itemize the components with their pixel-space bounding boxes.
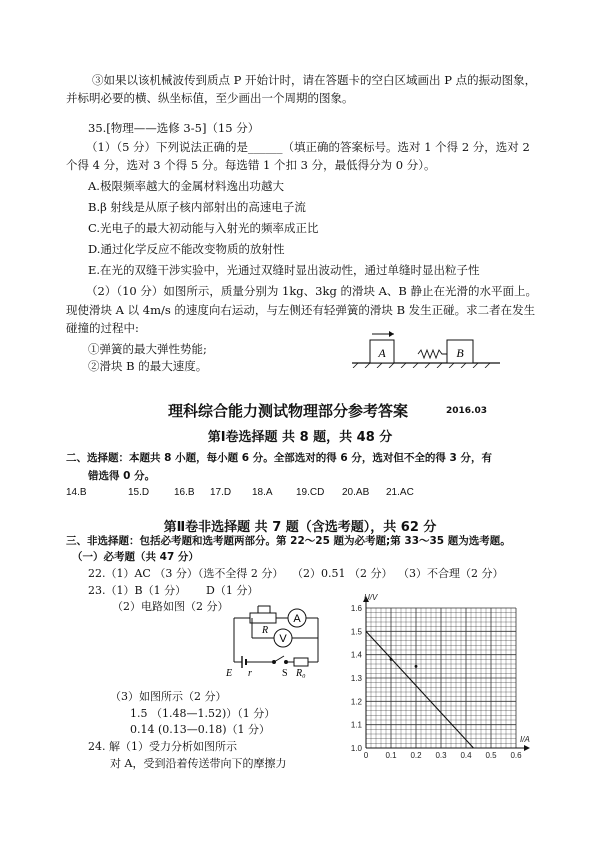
q22-answer-1: 22.（1）AC （3 分）（选不全得 2 分） bbox=[88, 567, 284, 580]
circuit-diagram bbox=[222, 598, 332, 680]
section3-line1: 三、非选择题：包括必考题和选考题两部分。第 22～25 题为必考题;第 33～35 题为选考题。 bbox=[66, 535, 511, 547]
answers-date: 2016.03 bbox=[446, 406, 487, 416]
mc-answer: 15.D bbox=[128, 487, 150, 498]
q35-option-e: E.在光的双缝干涉实验中，光通过双缝时显出波动性，通过单缝时显出粒子性 bbox=[88, 263, 480, 277]
fit-line bbox=[366, 631, 474, 748]
q35-part2-line1: （2）（10 分）如图所示，质量分别为 1kg、3kg 的滑块 A、B 静止在光滑的水平面上。 bbox=[86, 284, 538, 298]
x-tick-label: 0.3 bbox=[435, 751, 447, 760]
q22-answer-3: （3）不合理（2 分） bbox=[398, 567, 504, 580]
label-s: S bbox=[282, 668, 288, 679]
q23-answer-4: 1.5 （1.48—1.52)）（1 分） bbox=[130, 707, 276, 720]
q22-answer-2: （2）0.51 （2 分） bbox=[292, 567, 393, 580]
mc-answer: 17.D bbox=[210, 487, 232, 498]
label-r-internal: r bbox=[248, 668, 252, 679]
label-e: E bbox=[226, 668, 233, 679]
part1-title: 第Ⅰ卷选择题 共 8 题，共 48 分 bbox=[207, 430, 393, 445]
label-ammeter: A bbox=[293, 613, 301, 625]
q23-answer-2: （2）电路如图（2 分） bbox=[112, 600, 229, 613]
x-tick-label: 0.5 bbox=[485, 751, 497, 760]
resistor-r0 bbox=[294, 658, 308, 666]
y-tick-label: 1.2 bbox=[350, 697, 362, 707]
x-axis-arrow-icon bbox=[524, 745, 530, 751]
blocks-diagram bbox=[350, 328, 502, 368]
q35-part1-line2: 个得 4 分，选对 3 个得 5 分。每选错 1 个扣 3 分，最低得分为 0 分）。 bbox=[66, 158, 436, 172]
section2-line1: 二、选择题：本题共 8 小题，每小题 6 分。全部选对的得 6 分，选对但不全的得 3 分，有 bbox=[66, 452, 492, 464]
x-tick-label: 0 bbox=[363, 751, 369, 760]
mc-answer: 21.AC bbox=[386, 487, 414, 498]
label-voltmeter: V bbox=[279, 633, 287, 645]
q35-part2-line2: 现使滑块 A 以 4m/s 的速度向右运动，与左侧还有轻弹簧的滑块 B 发生正碰。求二者在发生 bbox=[66, 303, 536, 317]
q24-answer-1: 24. 解（1）受力分析如图所示 bbox=[88, 740, 237, 753]
y-tick-label: 1.4 bbox=[350, 650, 362, 660]
q35-part1-line1: （1）（5 分）下列说法正确的是______（填正确的答案标号。选对 1 个得 2 分，选对 2 bbox=[86, 140, 530, 154]
q35-option-a: A.极限频率越大的金属材料逸出功越大 bbox=[88, 179, 284, 193]
q23-answer-5: 0.14 (0.13—0.18)（1 分） bbox=[130, 723, 271, 736]
mc-answer: 14.B bbox=[66, 487, 87, 498]
chart-grid bbox=[363, 596, 530, 751]
mc-answer: 19.CD bbox=[296, 487, 325, 498]
spring-icon bbox=[418, 350, 447, 358]
mc-answer: 18.A bbox=[252, 487, 273, 498]
y-tick-label: 1.0 bbox=[350, 744, 362, 753]
block-b-label: B bbox=[456, 346, 464, 360]
mc-answer: 16.B bbox=[174, 487, 195, 498]
x-axis-label: I/A bbox=[520, 735, 530, 744]
block-a-label: A bbox=[378, 346, 386, 360]
q35-sub2: ②滑块 B 的最大速度。 bbox=[88, 359, 208, 373]
y-tick-label: 1.3 bbox=[350, 674, 362, 683]
rheostat bbox=[250, 613, 276, 623]
mc-answer: 20.AB bbox=[342, 487, 370, 498]
x-tick-label: 0.2 bbox=[410, 751, 422, 760]
x-tick-label: 0.1 bbox=[385, 751, 397, 760]
q35-header: 35.[物理——选修 3-5]（15 分） bbox=[88, 121, 260, 135]
x-tick-label: 0.6 bbox=[510, 751, 522, 760]
q23-answer-1b: D（1 分） bbox=[206, 584, 259, 597]
y-tick-label: 1.5 bbox=[350, 627, 362, 637]
q23-answer-1: 23.（1）B（1 分） bbox=[88, 584, 187, 597]
data-point bbox=[390, 658, 393, 661]
ui-graph bbox=[330, 590, 530, 765]
section2-line2: 错选得 0 分。 bbox=[88, 470, 156, 482]
data-point bbox=[415, 665, 418, 668]
x-tick-label: 0.4 bbox=[460, 751, 472, 760]
q35-option-b: B.β 射线是从原子核内部射出的高速电子流 bbox=[88, 200, 306, 214]
q35-sub1: ①弹簧的最大弹性势能; bbox=[88, 342, 207, 356]
q34-3-line1: ③如果以该机械波传到质点 P 开始计时，请在答题卡的空白区域画出 P 点的振动图象， bbox=[92, 73, 537, 87]
q35-part2-line3: 碰撞的过程中: bbox=[66, 321, 139, 335]
q24-answer-2: 对 A，受到沿着传送带向下的摩擦力 bbox=[110, 757, 287, 770]
y-tick-label: 1.1 bbox=[350, 720, 362, 730]
label-r: R bbox=[262, 625, 269, 636]
section3-line2: （一）必考题（共 47 分） bbox=[72, 551, 199, 563]
arrow-head-icon bbox=[389, 331, 394, 337]
label-r0: R₀ bbox=[296, 668, 306, 679]
part2-title: 第Ⅱ卷非选择题 共 7 题（含选考题），共 62 分 bbox=[163, 520, 437, 535]
answers-title: 理科综合能力测试物理部分参考答案 bbox=[168, 402, 409, 420]
switch bbox=[274, 656, 284, 662]
q35-option-c: C.光电子的最大初动能与入射光的频率成正比 bbox=[88, 221, 319, 235]
q23-answer-3: （3）如图所示（2 分） bbox=[110, 690, 227, 703]
y-axis-label: U/V bbox=[364, 593, 378, 602]
q35-option-d: D.通过化学反应不能改变物质的放射性 bbox=[88, 242, 285, 256]
y-tick-label: 1.6 bbox=[350, 604, 362, 613]
q34-3-line2: 并标明必要的横、纵坐标值，至少画出一个周期的图象。 bbox=[66, 91, 354, 105]
